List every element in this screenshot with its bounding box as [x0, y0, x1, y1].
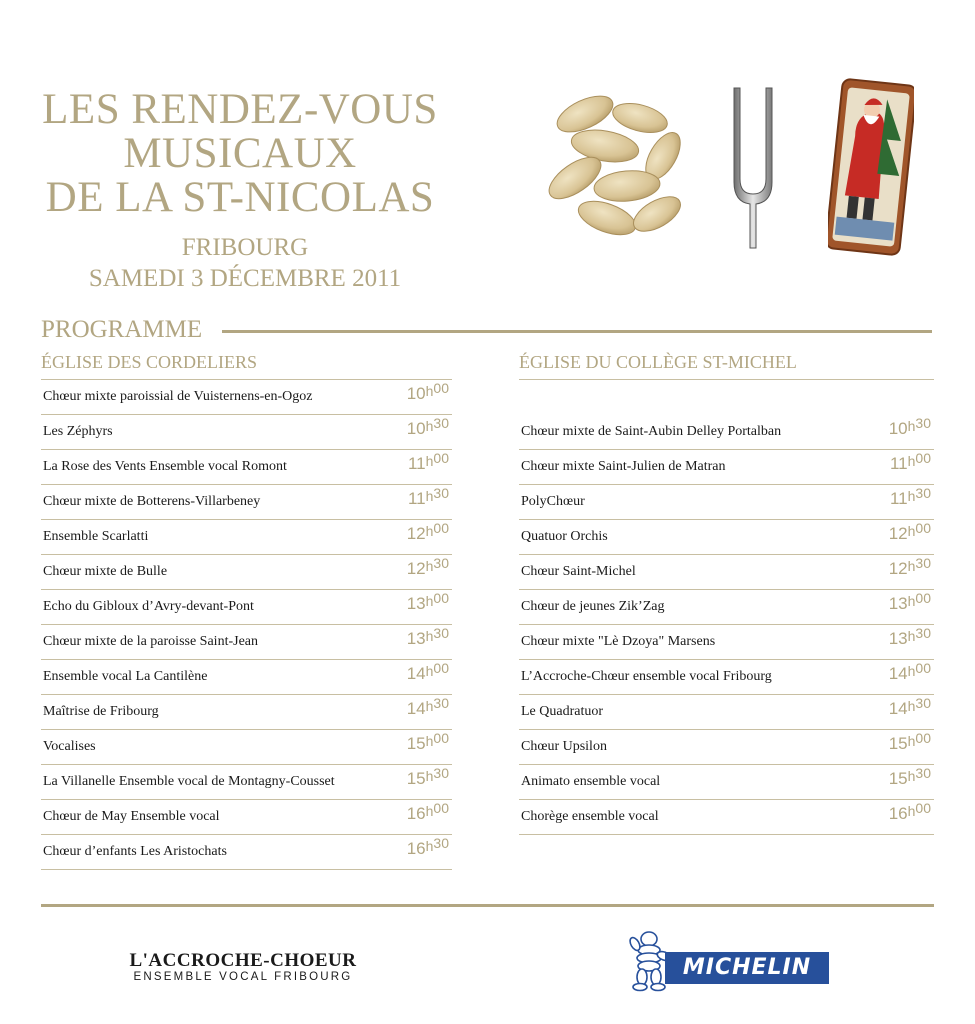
- choir-name: Chœur mixte paroissial de Vuisternens-en-Ogoz: [43, 389, 313, 404]
- choir-name: Les Zéphyrs: [43, 424, 113, 439]
- event-subtitle: [0, 232, 490, 294]
- schedule-row: [519, 415, 934, 450]
- accroche-choeur-logo: [125, 950, 361, 983]
- schedule-row: [519, 625, 934, 660]
- event-city: FRIBOURG: [181, 234, 309, 261]
- choir-name: Echo du Gibloux d’Avry-devant-Pont: [43, 599, 254, 614]
- performance-time: $16h^{30}$: [406, 835, 449, 858]
- schedule-row: [519, 660, 934, 695]
- performance-time: $15h^{00}$: [888, 730, 931, 753]
- title-line-1: LES RENDEZ-VOUS: [42, 86, 438, 133]
- choir-name: Le Quadratuor: [521, 704, 604, 719]
- performance-time: $12h^{30}$: [888, 555, 931, 578]
- gingerbread-st-nicolas-image: [828, 78, 914, 256]
- schedule-row: [41, 835, 452, 870]
- peanuts-image: [545, 86, 695, 246]
- venue-heading: ÉGLISE DES CORDELIERS: [41, 345, 452, 380]
- performance-time: $13h^{30}$: [406, 625, 449, 648]
- choir-name: Chœur Saint-Michel: [521, 564, 636, 579]
- choir-name: Chœur de jeunes Zik’Zag: [521, 599, 665, 614]
- performance-time: $16h^{00}$: [888, 800, 931, 823]
- choir-name: Chœur mixte de Botterens-Villarbeney: [43, 494, 261, 509]
- schedule-row: [41, 730, 452, 765]
- performance-time: $14h^{30}$: [888, 695, 931, 718]
- choir-name: Quatuor Orchis: [521, 529, 608, 544]
- venue-heading: ÉGLISE DU COLLÈGE ST-MICHEL: [519, 345, 934, 380]
- schedule-row: [41, 415, 452, 450]
- performance-time: $12h^{30}$: [406, 555, 449, 578]
- schedule-row: [519, 485, 934, 520]
- choir-name: Ensemble Scarlatti: [43, 529, 149, 544]
- schedule-st-michel: [519, 345, 934, 835]
- schedule-cordeliers: [41, 345, 452, 870]
- performance-time: $15h^{30}$: [888, 765, 931, 788]
- michelin-logo: [625, 930, 830, 990]
- choir-name: Chœur mixte de Bulle: [43, 564, 168, 579]
- choir-name: Chœur mixte de Saint-Aubin Delley Portalban: [521, 424, 782, 439]
- performance-time: $13h^{30}$: [888, 625, 931, 648]
- performance-time: $11h^{00}$: [889, 450, 931, 473]
- choir-name: Chœur mixte Saint-Julien de Matran: [521, 459, 726, 474]
- performance-time: $14h^{00}$: [888, 660, 931, 683]
- performance-time: $11h^{00}$: [407, 450, 449, 473]
- performance-time: $10h^{00}$: [406, 380, 449, 403]
- choir-name: Chorège ensemble vocal: [521, 809, 659, 824]
- programme-divider: [222, 330, 932, 333]
- performance-time: $11h^{30}$: [407, 485, 449, 508]
- schedule-row: [519, 730, 934, 765]
- choir-name: Chœur mixte "Lè Dzoya" Marsens: [521, 634, 716, 649]
- schedule-row: [41, 625, 452, 660]
- michelin-band: [665, 952, 829, 984]
- performance-time: $14h^{00}$: [406, 660, 449, 683]
- schedule-row: [519, 555, 934, 590]
- logo-name: L'ACCROCHE-CHOEUR: [129, 950, 357, 971]
- schedule-row: [41, 555, 452, 590]
- performance-time: $13h^{00}$: [888, 590, 931, 613]
- performance-time: $10h^{30}$: [888, 415, 931, 438]
- schedule-row: [41, 520, 452, 555]
- choir-name: Chœur Upsilon: [521, 739, 607, 754]
- performance-time: $12h^{00}$: [888, 520, 931, 543]
- choir-name: Animato ensemble vocal: [521, 774, 661, 789]
- schedule-row: [519, 765, 934, 800]
- choir-name: Chœur d’enfants Les Aristochats: [43, 844, 227, 859]
- schedule-row: [519, 800, 934, 835]
- schedule-row: [519, 590, 934, 625]
- schedule-row: [519, 695, 934, 730]
- choir-name: Chœur mixte de la paroisse Saint-Jean: [43, 634, 259, 649]
- schedule-row: [519, 520, 934, 555]
- choir-name: PolyChœur: [521, 494, 585, 509]
- schedule-row: [41, 660, 452, 695]
- choir-name: Chœur de May Ensemble vocal: [43, 809, 220, 824]
- performance-time: $15h^{00}$: [406, 730, 449, 753]
- footer-divider: [41, 904, 934, 907]
- main-title: [0, 88, 480, 220]
- performance-time: $11h^{30}$: [889, 485, 931, 508]
- schedule-row: [41, 380, 452, 415]
- title-line-3: DE LA ST-NICOLAS: [45, 174, 435, 221]
- performance-time: $14h^{30}$: [406, 695, 449, 718]
- schedule-row: [519, 450, 934, 485]
- tuning-fork-image: [728, 84, 778, 254]
- performance-time: $10h^{30}$: [406, 415, 449, 438]
- schedule-row: [41, 485, 452, 520]
- logo-tagline: ENSEMBLE VOCAL FRIBOURG: [133, 971, 353, 983]
- choir-name: L’Accroche-Chœur ensemble vocal Fribourg: [521, 669, 772, 684]
- programme-heading: PROGRAMME: [41, 316, 203, 343]
- choir-name: Ensemble vocal La Cantilène: [43, 669, 208, 684]
- performance-time: $16h^{00}$: [406, 800, 449, 823]
- performance-time: $13h^{00}$: [406, 590, 449, 613]
- choir-name: La Rose des Vents Ensemble vocal Romont: [43, 459, 287, 474]
- schedule-row: [41, 590, 452, 625]
- performance-time: $12h^{00}$: [406, 520, 449, 543]
- performance-time: $15h^{30}$: [406, 765, 449, 788]
- event-date: SAMEDI 3 DÉCEMBRE 2011: [88, 265, 402, 292]
- schedule-row: [41, 800, 452, 835]
- choir-name: Maîtrise de Fribourg: [43, 704, 159, 719]
- schedule-row: [41, 695, 452, 730]
- choir-name: Vocalises: [43, 739, 96, 754]
- title-line-2: MUSICAUX: [123, 130, 357, 177]
- empty-slot: [519, 380, 934, 415]
- michelin-wordmark: MICHELIN: [682, 955, 812, 980]
- schedule-row: [41, 765, 452, 800]
- choir-name: La Villanelle Ensemble vocal de Montagny-Cousset: [43, 774, 335, 789]
- schedule-row: [41, 450, 452, 485]
